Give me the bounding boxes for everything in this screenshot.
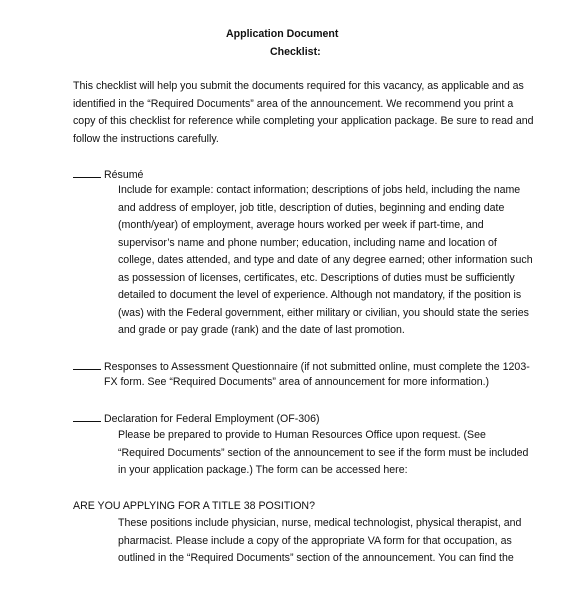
resume-details — [118, 182, 533, 340]
questionnaire-continuation — [104, 374, 522, 392]
document-title: Application Document — [226, 28, 339, 40]
declaration-details — [118, 427, 529, 480]
item-label-continued: FX form. See “Required Documents” area of announcement for more information.) — [104, 376, 490, 388]
detail-line: college, dates attended, and type and date of any degree earned; other information such — [118, 254, 533, 266]
detail-line: (was) with the Federal government, either military or civilian, you should state the series — [118, 306, 529, 319]
detail-line: Please be prepared to provide to Human Resources Office upon request. (See — [118, 429, 486, 441]
item-label: Résumé — [104, 169, 144, 181]
intro-line: copy of this checklist for reference while completing your application package. Be sure to read and — [73, 115, 534, 127]
intro-paragraph — [73, 78, 534, 148]
checklist-item-declaration — [73, 409, 320, 429]
detail-line: These positions include physician, nurse, medical technologist, physical therapist, and — [118, 517, 522, 529]
intro-line: identified in the “Required Documents” area of the announcement. We recommend you print a — [73, 97, 514, 110]
detail-line: as possession of licenses, certificates, etc. Descriptions of duties must be sufficiently — [118, 271, 515, 284]
checkbox-blank-line[interactable] — [73, 357, 101, 370]
detail-line: Include for example: contact information; descriptions of jobs held, including the name — [118, 184, 521, 196]
intro-line: This checklist will help you submit the documents required for this vacancy, as applicable and as — [73, 80, 524, 92]
item-label: Responses to Assessment Questionnaire (if not submitted online, must complete the 1203- — [104, 361, 530, 373]
detail-line: outlined in the “Required Documents” section of the announcement. You can find the — [118, 552, 514, 564]
detail-line: detailed to document the level of experience. Although not mandatory, if the position is — [118, 289, 522, 301]
detail-line: (month/year) of employment, average hours worked per week if part-time, and — [118, 219, 484, 231]
detail-line: supervisor’s name and phone number; education, including name and location of — [118, 236, 497, 249]
detail-line: “Required Documents” section of the announcement to see if the form must be included — [118, 446, 529, 459]
detail-line: in your application package.) The form can be accessed here: — [118, 464, 408, 476]
checkbox-blank-line[interactable] — [73, 409, 101, 422]
detail-line: and grade or pay grade (rank) and the date of last promotion. — [118, 324, 405, 336]
title38-details — [118, 515, 522, 568]
detail-line: and address of employer, job title, description of duties, beginning and ending date — [118, 201, 505, 214]
checkbox-blank-line[interactable] — [73, 165, 101, 178]
detail-line: pharmacist. Please include a copy of the appropriate VA form for that occupation, as — [118, 534, 512, 547]
document-subtitle: Checklist: — [270, 46, 321, 58]
intro-line: follow the instructions carefully. — [73, 132, 219, 145]
item-label: Declaration for Federal Employment (OF-306) — [104, 413, 320, 425]
section-heading: ARE YOU APPLYING FOR A TITLE 38 POSITION? — [73, 500, 315, 512]
